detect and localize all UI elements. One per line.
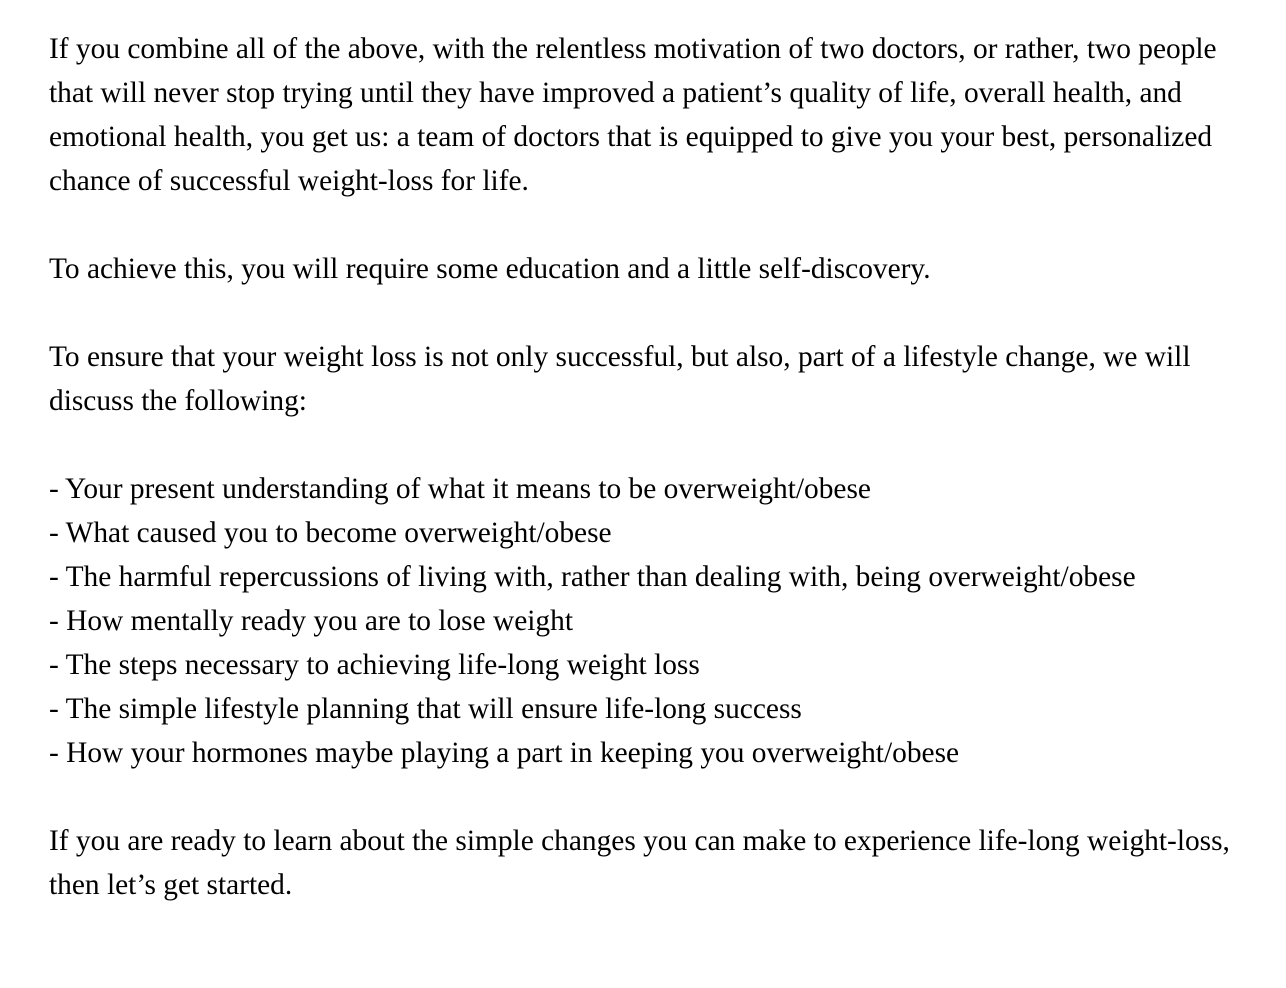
list-item: - The steps necessary to achieving life-long weight loss [49,649,700,681]
paragraph-spacer [49,203,1264,247]
paragraph-spacer [49,423,1264,467]
list-item: - The harmful repercussions of living with, rather than dealing with, being overweight/obese [49,561,1136,593]
paragraph-spacer [49,775,1264,819]
intro-paragraph: If you combine all of the above, with the relentless motivation of two doctors, or rather, two people that will never stop trying until they have improved a patient’s quality of life, overall health, and emotional health, you get us: a team of doctors that is equipped to give you your best, personalized chance of successful weight-loss for life. [49,33,1217,197]
document-page [49,27,1264,907]
closing-paragraph: If you are ready to learn about the simple changes you can make to experience life-long weight-loss, then let’s get started. [49,825,1230,901]
achieve-paragraph: To achieve this, you will require some education and a little self-discovery. [49,253,931,285]
discussion-list [49,467,1264,775]
list-item: - How mentally ready you are to lose weight [49,605,573,637]
paragraph-spacer [49,291,1264,335]
list-item: - Your present understanding of what it means to be overweight/obese [49,473,871,505]
ensure-paragraph: To ensure that your weight loss is not only successful, but also, part of a lifestyle change, we will discuss the following: [49,341,1191,417]
list-item: - How your hormones maybe playing a part in keeping you overweight/obese [49,737,960,769]
list-item: - The simple lifestyle planning that will ensure life-long success [49,693,802,725]
list-item: - What caused you to become overweight/obese [49,517,612,549]
